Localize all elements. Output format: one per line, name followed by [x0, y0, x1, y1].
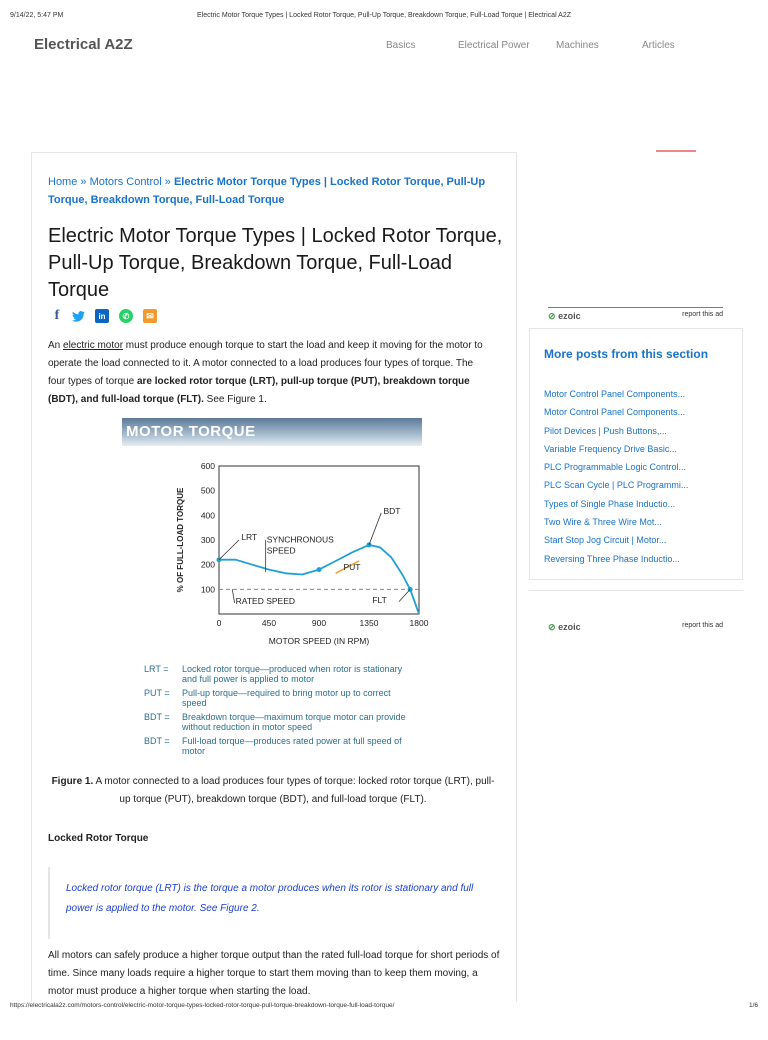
breadcrumb-home[interactable]: Home: [48, 176, 78, 188]
point-bdt: [367, 542, 372, 547]
sidebar-post-link[interactable]: Two Wire & Three Wire Mot...: [544, 517, 662, 528]
email-icon[interactable]: ✉: [143, 309, 157, 323]
legend-text: Pull-up torque—required to bring motor up to correct speed: [182, 688, 391, 708]
ad-label: [548, 622, 723, 634]
ad-strip: [656, 150, 696, 152]
x-tick-label: 450: [261, 618, 277, 628]
x-tick-label: 0: [216, 618, 222, 628]
breadcrumb-category[interactable]: Motors Control: [89, 176, 162, 188]
sidebar-post-link[interactable]: Motor Control Panel Components...: [544, 389, 686, 399]
nav-link-machines[interactable]: Machines: [556, 40, 599, 51]
figure-legend: [144, 664, 414, 760]
legend-abbr: BDT =: [144, 712, 170, 722]
point-put: [317, 567, 322, 572]
y-tick-label: 500: [200, 485, 215, 496]
legend-row: [144, 736, 414, 756]
intro-text: See Figure 1.: [203, 394, 267, 405]
linkedin-icon[interactable]: in: [95, 309, 109, 323]
ad-divider: [548, 307, 723, 308]
nav-link-articles[interactable]: Articles: [642, 40, 675, 51]
legend-row: [144, 688, 414, 708]
caption-label: Figure 1.: [51, 776, 94, 787]
ezoic-label: ezoic: [558, 622, 581, 632]
y-tick-label: 600: [200, 461, 215, 471]
sidebar-posts: [529, 328, 743, 580]
print-header: [10, 12, 758, 24]
sidebar-post-link[interactable]: Motor Control Panel Components...: [544, 407, 686, 418]
breadcrumb-separator: »: [77, 176, 90, 188]
ezoic-logo: ⊘ ezoic: [548, 311, 581, 321]
electric-motor-link[interactable]: electric motor: [63, 340, 124, 351]
breadcrumb-separator: »: [161, 176, 174, 188]
label-flt: FLT: [372, 594, 387, 605]
figure-banner: [122, 418, 422, 446]
torque-chart: [122, 446, 429, 658]
ad-slot: [529, 590, 743, 1040]
y-tick-label: 200: [200, 559, 215, 570]
caption-text: A motor connected to a load produces four types of torque: locked rotor torque (LRT), pull-up torque (PUT), breakdown torque (BDT), and full-load torque (FLT).: [93, 776, 495, 805]
site-logo[interactable]: Electrical A2Z: [34, 36, 133, 53]
report-ad-link[interactable]: report this ad: [682, 311, 723, 318]
ad-label: [548, 311, 723, 323]
x-tick-label: 1350: [359, 618, 379, 628]
x-axis-label: MOTOR SPEED (IN RPM): [268, 636, 370, 646]
intro-text: must produce enough torque to start the load and keep it moving for the motor to operate the load connected to it. A motor connected to a load produces four types of torque. The four types of torque: [48, 340, 483, 387]
section-heading: Locked Rotor Torque: [48, 833, 149, 844]
print-url: https://electricala2z.com/motors-control/electric-motor-torque-types-locked-rotor-torque-pull-torque-breakdown-torque-full-load-torque/: [10, 1002, 395, 1009]
legend-abbr: PUT =: [144, 688, 170, 698]
print-date: 9/14/22, 5:47 PM: [10, 12, 64, 19]
breadcrumb-current[interactable]: Electric Motor Torque Types | Locked Rotor Torque, Pull-Up Torque, Breakdown Torque, Full-Load Torque: [48, 176, 486, 206]
y-tick-label: 300: [200, 535, 215, 545]
sidebar-post-link[interactable]: Types of Single Phase Inductio...: [544, 498, 676, 509]
legend-abbr: LRT =: [144, 664, 169, 674]
figure-caption: [48, 773, 498, 809]
y-tick-label: 100: [200, 584, 215, 595]
sidebar-post-link[interactable]: Reversing Three Phase Inductio...: [544, 553, 680, 564]
breadcrumb: [48, 173, 498, 209]
x-tick-label: 900: [311, 618, 327, 628]
label-speed: SPEED: [266, 545, 296, 556]
legend-text: Breakdown torque—maximum torque motor can provide without reduction in motor speed: [182, 712, 406, 732]
label-lrt: LRT: [241, 532, 258, 542]
intro-paragraph: [48, 337, 488, 409]
whatsapp-icon[interactable]: ✆: [119, 309, 133, 323]
y-axis-label: % OF FULL-LOAD TORQUE: [176, 487, 185, 593]
print-footer: [10, 1002, 758, 1012]
motor-torque-figure: [122, 418, 429, 758]
intro-bold-text: are locked rotor torque (LRT), pull-up torque (PUT), breakdown torque (BDT), and full-load torque (FLT).: [48, 376, 470, 405]
label-rated-speed: RATED SPEED: [235, 596, 296, 607]
label-synchronous: SYNCHRONOUS: [266, 534, 334, 545]
sidebar-title: More posts from this section: [544, 347, 709, 361]
facebook-icon[interactable]: f: [54, 308, 60, 323]
x-tick-label: 1800: [409, 618, 429, 628]
blockquote: [48, 867, 500, 939]
page-title: Electric Motor Torque Types | Locked Rotor Torque, Pull-Up Torque, Breakdown Torque, Full-Load Torque: [48, 225, 503, 301]
twitter-icon[interactable]: [71, 309, 85, 323]
article-card: [31, 152, 517, 1002]
site-nav: [0, 34, 768, 58]
print-page-number: 1/6: [748, 1002, 758, 1009]
nav-link-basics[interactable]: Basics: [386, 40, 416, 51]
ezoic-logo: ⊘ ezoic: [548, 622, 581, 632]
report-ad-link[interactable]: report this ad: [682, 622, 723, 629]
quote-text: Locked rotor torque (LRT) is the torque a motor produces when its rotor is stationary and full power is applied to the motor. See Figure 2.: [66, 883, 474, 914]
nav-link-electrical-power[interactable]: Electrical Power: [458, 40, 530, 51]
sidebar-post-link[interactable]: Pilot Devices | Push Buttons,...: [544, 425, 667, 436]
legend-row: [144, 664, 414, 684]
sidebar-list: [544, 385, 734, 568]
y-tick-label: 400: [200, 510, 215, 521]
legend-text: Locked rotor torque—produced when rotor is stationary and full power is applied to motor: [182, 664, 403, 684]
intro-text: An: [48, 340, 64, 351]
figure-banner-title: MOTOR TORQUE: [126, 423, 256, 440]
print-title: Electric Motor Torque Types | Locked Rotor Torque, Pull-Up Torque, Breakdown Torque, Full-Load Torque | Electrical A2Z: [196, 12, 572, 19]
sidebar-post-link[interactable]: Start Stop Jog Circuit | Motor...: [544, 535, 667, 546]
label-put: PUT: [343, 562, 361, 573]
body-paragraph: All motors can safely produce a higher torque output than the rated full-load torque for short periods of time. Since many loads require a higher torque to start them moving than to keep them moving, a motor must produce a higher torque when starting the load.: [48, 950, 500, 997]
legend-row: [144, 712, 414, 732]
legend-abbr: BDT =: [144, 736, 170, 746]
label-bdt: BDT: [383, 506, 401, 517]
sidebar-post-link[interactable]: PLC Scan Cycle | PLC Programmi...: [544, 480, 689, 491]
ezoic-label: ezoic: [558, 311, 581, 321]
sidebar-post-link[interactable]: Variable Frequency Drive Basic...: [544, 443, 677, 454]
legend-text: Full-load torque—produces rated power at full speed of motor: [182, 736, 402, 756]
sidebar-post-link[interactable]: PLC Programmable Logic Control...: [544, 462, 687, 473]
